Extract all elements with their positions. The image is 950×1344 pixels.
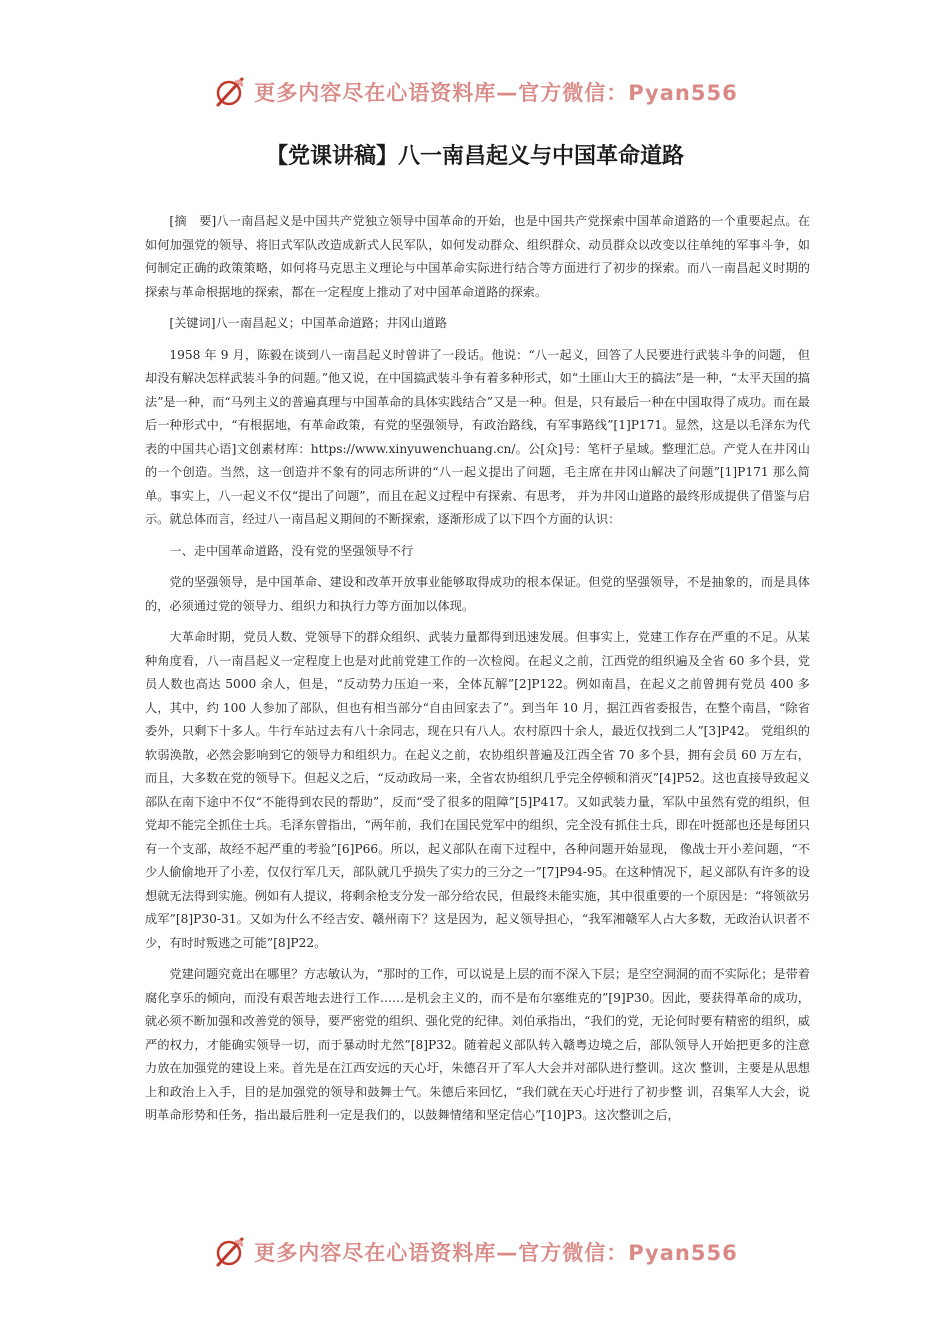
keywords-paragraph: [关键词]八一南昌起义；中国革命道路；井冈山道路 [169,316,448,330]
body-paragraph: 党的坚强领导，是中国革命、建设和改革开放事业能够取得成功的根本保证。但党的坚强领导，不是抽象的，而是具体的，必须通过党的领导力、组织力和执行力等方面加以体现。 [145,575,810,613]
section-heading: 一、走中国革命道路，没有党的坚强领导不行 [169,543,414,558]
header-banner [0,72,950,112]
quill-pen-logo-icon [212,75,248,109]
body-paragraph: 党建问题究竟出在哪里？方志敏认为，“那时的工作，可以说是上层的而不深入下层；是空空洞洞的而不实际化；是带着腐化享乐的倾向，而没有艰苦地去进行工作……是机会主义的，而不是布尔塞维克的”[9]P30。因此，要获得革命的成功，就必须不断加强和改善党的领导，要严密党的组织、强化党的纪律。刘伯承指出，“我们的党，无论何时要有精密的组织，威严的权力，才能确实领导一切，而于暴动时尤然”[8]P32。随着起义部队转入赣粤边境之后，部队领导人开始把更多的注意力放在加强党的建设上来。首先是在江西安远的天心圩，朱德召开了军人大会并对部队进行整训。这次 整训，主要是从思想上和政治上入手，目的是加强党的领导和鼓舞士气。朱德后来回忆，“我们就在天心圩进行了初步整 训，召集军人大会，说明革命形势和任务，指出最后胜利一定是我们的，以鼓舞情绪和坚定信心”[10]P3。这次整训之后， [145,967,810,1122]
document-title: 【党课讲稿】八一南昌起义与中国革命道路 [265,144,684,169]
banner-text: 更多内容尽在心语资料库—官方微信：Pyan556 [254,81,738,105]
article-body [145,210,810,1136]
abstract-paragraph: [摘 要]八一南昌起义是中国共产党独立领导中国革命的开始，也是中国共产党探索中国革命道路的一个重要起点。在如何加强党的领导、将旧式军队改造成新式人民军队，如何发动群众、组织群众、动员群众以改变以往单纯的军事斗争，如何制定正确的政策策略，如何将马克思主义理论与中国革命实际进行结合等方面进行了初步的探索。而八一南昌起义时期的探索与革命根据地的探索，都在一定程度上推动了对中国革命道路的探索。 [145,214,810,299]
banner-text: 更多内容尽在心语资料库—官方微信：Pyan556 [254,1241,738,1265]
quill-pen-logo-icon [212,1235,248,1269]
body-paragraph: 大革命时期，党员人数、党领导下的群众组织、武装力量都得到迅速发展。但事实上，党建工作存在严重的不足。从某种角度看，八一南昌起义一定程度上也是对此前党建工作的一次检阅。在起义之前，江西党的组织遍及全省 60 多个县，党员人数也高达 5000 余人，但是，“反动势力压迫一来，全体瓦解”[2]P122。例如南昌，在起义之前曾拥有党员 400 多人，其中，约 100 人参加了部队，但也有相当部分“自由回家去了”。到当年 10 月，据江西省委报告，在整个南昌，“除省委外，只剩下十多人。牛行车站过去有八十余同志，现在只有八人。农村原四十余人，最近仅找到二人”[3]P42。 党组织的软弱涣散，必然会影响到它的领导力和组织力。在起义之前，农协组织普遍及江西全省 70 多个县，拥有会员 60 万左右，而且，大多数在党的领导下。但起义之后，“反动政局一来，全省农协组织几乎完全停顿和消灭”[4]P52。这也直接导致起义部队在南下途中不仅“不能得到农民的帮助”，反而“受了很多的阻障”[5]P417。又如武装力量，军队中虽然有党的组织，但党却不能完全抓住士兵。毛泽东曾指出，“两年前，我们在国民党军中的组织，完全没有抓住士兵，即在叶挺部也还是每团只有一个支部，故经不起严重的考验”[6]P66。所以，起义部队在南下过程中，各种问题开始显现， 像战士开小差问题，“不少人偷偷地开了小差，仅仅行军几天，部队就几乎损失了实力的三分之一”[7]P94-95。在这种情况下，起义部队有许多的设想就无法得到实施。例如有人提议，将剩余枪支分发一部分给农民，但最终未能实施，其中很重要的一个原因是：“将领欲另成军”[8]P30-31。又如为什么不经吉安、赣州南下？这是因为，起义领导担心，“我军湘赣军人占大多数，无政治认识者不少，有时时叛逃之可能”[8]P22。 [145,630,810,950]
intro-paragraph: 1958 年 9 月，陈毅在谈到八一南昌起义时曾讲了一段话。他说：“八一起义，回答了人民要进行武装斗争的问题， 但却没有解决怎样武装斗争的问题。”他又说，在中国搞武装斗争有着多种形式，如“土匪山大王的搞法”是一种，“太平天国的搞法”是一种，而“马列主义的普遍真理与中国革命的具体实践结合”又是一种。但是，只有最后一种在中国取得了成功。而在最后一种形式中，“有根据地，有革命政策，有党的坚强领导，有政治路线，有军事路线”[1]P171。显然，这是以毛泽东为代表的中国共心语]文创素材库：https://www.xinyuwenchuang.cn/。公[众]号：笔杆子星域。整理汇总。产党人在井冈山的一个创造。当然，这一创造并不象有的同志所讲的“八一起义提出了问题，毛主席在井冈山解决了问题”[1]P171 那么简单。事实上，八一起义不仅“提出了问题”，而且在起义过程中有探索、有思考， 并为井冈山道路的最终形成提供了借鉴与启示。就总体而言，经过八一南昌起义期间的不断探索，逐渐形成了以下四个方面的认识： [145,347,810,526]
footer-banner [0,1232,950,1272]
